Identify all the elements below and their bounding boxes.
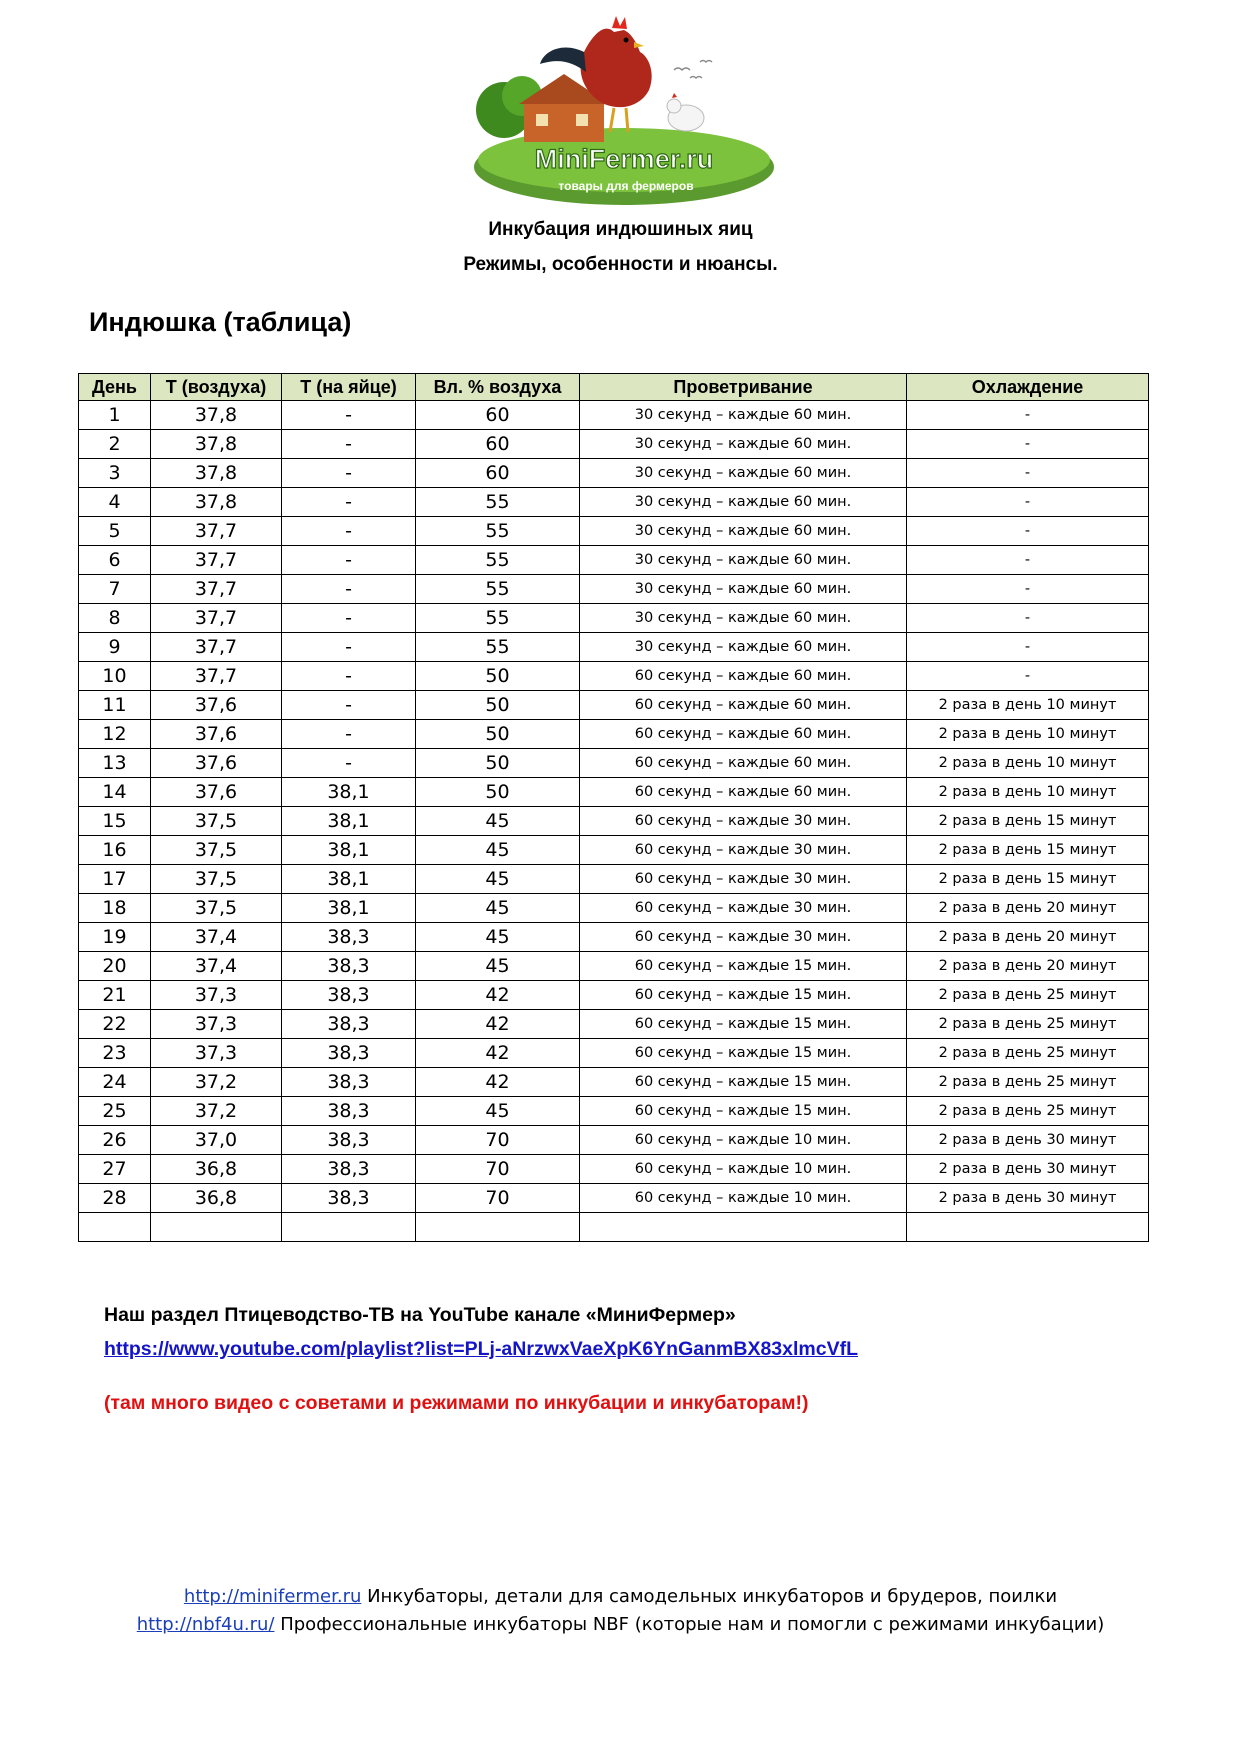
cell-ventilation: 60 секунд – каждые 15 мин. (580, 1039, 907, 1068)
minifermer-link[interactable]: http://minifermer.ru (183, 1586, 362, 1607)
cell-egg-temp: 38,3 (282, 1068, 416, 1097)
table-row (79, 517, 1149, 546)
footer-line-2 (0, 1614, 1241, 1635)
cell-ventilation: 60 секунд – каждые 15 мин. (580, 1097, 907, 1126)
cell-cooling (907, 1213, 1149, 1242)
cell-air-temp: 37,3 (151, 981, 282, 1010)
cell-egg-temp: - (282, 459, 416, 488)
cell-humidity: 42 (416, 1010, 580, 1039)
cell-egg-temp: 38,3 (282, 1155, 416, 1184)
cell-ventilation: 30 секунд – каждые 60 мин. (580, 459, 907, 488)
table-row (79, 662, 1149, 691)
cell-humidity: 55 (416, 517, 580, 546)
cell-ventilation: 60 секунд – каждые 60 мин. (580, 662, 907, 691)
cell-cooling: 2 раза в день 25 минут (907, 981, 1149, 1010)
cell-day: 9 (79, 633, 151, 662)
cell-ventilation: 30 секунд – каждые 60 мин. (580, 517, 907, 546)
cell-air-temp: 37,6 (151, 778, 282, 807)
cell-humidity: 55 (416, 575, 580, 604)
cell-day: 2 (79, 430, 151, 459)
cell-cooling: - (907, 459, 1149, 488)
table-row (79, 865, 1149, 894)
cell-ventilation: 30 секунд – каждые 60 мин. (580, 604, 907, 633)
cell-air-temp: 37,8 (151, 401, 282, 430)
incubation-table (78, 373, 1149, 1242)
cell-humidity: 45 (416, 952, 580, 981)
cell-ventilation: 60 секунд – каждые 10 мин. (580, 1155, 907, 1184)
cell-cooling: - (907, 575, 1149, 604)
cell-egg-temp: 38,3 (282, 1097, 416, 1126)
cell-ventilation: 60 секунд – каждые 60 мин. (580, 691, 907, 720)
table-row (79, 836, 1149, 865)
cell-ventilation: 60 секунд – каждые 60 мин. (580, 778, 907, 807)
cell-ventilation: 60 секунд – каждые 30 мин. (580, 894, 907, 923)
cell-egg-temp: 38,1 (282, 894, 416, 923)
cell-cooling: 2 раза в день 25 минут (907, 1010, 1149, 1039)
cell-cooling: 2 раза в день 15 минут (907, 807, 1149, 836)
table-row (79, 1068, 1149, 1097)
cell-cooling: 2 раза в день 30 минут (907, 1155, 1149, 1184)
cell-day: 7 (79, 575, 151, 604)
cell-air-temp: 37,8 (151, 488, 282, 517)
table-row (79, 488, 1149, 517)
cell-egg-temp: - (282, 575, 416, 604)
hen-icon (667, 93, 704, 131)
table-row (79, 749, 1149, 778)
table-row (79, 691, 1149, 720)
cell-cooling: 2 раза в день 25 минут (907, 1039, 1149, 1068)
cell-day: 3 (79, 459, 151, 488)
cell-air-temp: 37,5 (151, 865, 282, 894)
cell-egg-temp: - (282, 691, 416, 720)
table-header-row (79, 374, 1149, 401)
column-header-air-temp: Т (воздуха) (151, 374, 282, 401)
youtube-playlist-link[interactable]: https://www.youtube.com/playlist?list=PLj-aNrzwxVaeXpK6YnGanmBX83xlmcVfL (104, 1338, 858, 1360)
cell-air-temp: 37,6 (151, 720, 282, 749)
cell-humidity: 55 (416, 633, 580, 662)
cell-air-temp: 37,2 (151, 1097, 282, 1126)
cell-egg-temp: 38,3 (282, 923, 416, 952)
table-row (79, 1039, 1149, 1068)
cell-air-temp: 37,7 (151, 517, 282, 546)
cell-ventilation: 60 секунд – каждые 15 мин. (580, 1010, 907, 1039)
cell-day: 6 (79, 546, 151, 575)
cell-egg-temp: - (282, 517, 416, 546)
column-header-cooling: Охлаждение (907, 374, 1149, 401)
cell-ventilation: 30 секунд – каждые 60 мин. (580, 401, 907, 430)
cell-air-temp: 36,8 (151, 1184, 282, 1213)
cell-ventilation: 60 секунд – каждые 10 мин. (580, 1126, 907, 1155)
logo-tagline-text: товары для фермеров (558, 179, 694, 193)
minifermer-logo (464, 12, 794, 222)
cell-humidity: 50 (416, 749, 580, 778)
cell-ventilation: 60 секунд – каждые 10 мин. (580, 1184, 907, 1213)
cell-day: 11 (79, 691, 151, 720)
table-body (79, 401, 1149, 1242)
logo-graphic (464, 12, 794, 222)
cell-ventilation: 30 секунд – каждые 60 мин. (580, 633, 907, 662)
table-row (79, 923, 1149, 952)
table-row (79, 894, 1149, 923)
cell-day: 17 (79, 865, 151, 894)
column-header-day: День (79, 374, 151, 401)
table-row (79, 778, 1149, 807)
table-row (79, 720, 1149, 749)
cell-egg-temp: - (282, 546, 416, 575)
cell-ventilation: 60 секунд – каждые 15 мин. (580, 1068, 907, 1097)
cell-air-temp: 36,8 (151, 1155, 282, 1184)
cell-air-temp: 37,5 (151, 807, 282, 836)
cell-egg-temp: - (282, 401, 416, 430)
cell-ventilation: 60 секунд – каждые 15 мин. (580, 981, 907, 1010)
cell-ventilation: 60 секунд – каждые 30 мин. (580, 807, 907, 836)
table-row (79, 546, 1149, 575)
table-row (79, 807, 1149, 836)
column-header-egg-temp: Т (на яйце) (282, 374, 416, 401)
cell-day: 27 (79, 1155, 151, 1184)
cell-egg-temp: - (282, 749, 416, 778)
cell-day: 18 (79, 894, 151, 923)
cell-cooling: 2 раза в день 25 минут (907, 1068, 1149, 1097)
cell-cooling: 2 раза в день 30 минут (907, 1126, 1149, 1155)
cell-humidity: 70 (416, 1155, 580, 1184)
cell-humidity: 45 (416, 923, 580, 952)
cell-air-temp (151, 1213, 282, 1242)
cell-ventilation: 60 секунд – каждые 30 мин. (580, 923, 907, 952)
cell-humidity: 60 (416, 401, 580, 430)
cell-humidity: 55 (416, 604, 580, 633)
cell-egg-temp: 38,1 (282, 836, 416, 865)
cell-cooling: 2 раза в день 10 минут (907, 720, 1149, 749)
column-header-humidity: Вл. % воздуха (416, 374, 580, 401)
cell-cooling: 2 раза в день 10 минут (907, 749, 1149, 778)
cell-day: 24 (79, 1068, 151, 1097)
cell-day: 4 (79, 488, 151, 517)
cell-air-temp: 37,4 (151, 923, 282, 952)
cell-humidity: 45 (416, 894, 580, 923)
cell-egg-temp (282, 1213, 416, 1242)
cell-day: 19 (79, 923, 151, 952)
cell-air-temp: 37,8 (151, 430, 282, 459)
cell-humidity: 70 (416, 1184, 580, 1213)
cell-humidity: 60 (416, 430, 580, 459)
cell-air-temp: 37,2 (151, 1068, 282, 1097)
cell-day: 20 (79, 952, 151, 981)
cell-ventilation: 60 секунд – каждые 15 мин. (580, 952, 907, 981)
cell-cooling: 2 раза в день 10 минут (907, 778, 1149, 807)
cell-cooling: 2 раза в день 15 минут (907, 865, 1149, 894)
cell-egg-temp: 38,1 (282, 865, 416, 894)
youtube-label: Наш раздел Птицеводство-ТВ на YouTube канале «МиниФермер» (104, 1304, 736, 1326)
cell-cooling: 2 раза в день 15 минут (907, 836, 1149, 865)
cell-day: 21 (79, 981, 151, 1010)
cell-ventilation: 60 секунд – каждые 60 мин. (580, 720, 907, 749)
cell-ventilation: 60 секунд – каждые 60 мин. (580, 749, 907, 778)
cell-air-temp: 37,7 (151, 575, 282, 604)
youtube-note: (там много видео с советами и режимами по инкубации и инкубаторам!) (104, 1392, 809, 1414)
column-header-ventilation: Проветривание (580, 374, 907, 401)
cell-air-temp: 37,7 (151, 604, 282, 633)
cell-cooling: - (907, 604, 1149, 633)
cell-ventilation: 60 секунд – каждые 30 мин. (580, 865, 907, 894)
cell-egg-temp: 38,3 (282, 1039, 416, 1068)
cell-egg-temp: 38,3 (282, 981, 416, 1010)
cell-humidity: 50 (416, 778, 580, 807)
table-row (79, 1126, 1149, 1155)
cell-humidity: 45 (416, 865, 580, 894)
cell-humidity: 42 (416, 1068, 580, 1097)
cell-air-temp: 37,6 (151, 691, 282, 720)
cell-egg-temp: - (282, 720, 416, 749)
section-heading: Индюшка (таблица) (89, 307, 352, 337)
footer-line-1 (0, 1586, 1241, 1607)
table-row (79, 1213, 1149, 1242)
cell-air-temp: 37,3 (151, 1010, 282, 1039)
cell-day (79, 1213, 151, 1242)
cell-air-temp: 37,8 (151, 459, 282, 488)
cell-humidity: 45 (416, 807, 580, 836)
cell-humidity (416, 1213, 580, 1242)
cell-cooling: 2 раза в день 25 минут (907, 1097, 1149, 1126)
cell-egg-temp: - (282, 430, 416, 459)
cell-day: 16 (79, 836, 151, 865)
cell-humidity: 50 (416, 720, 580, 749)
cell-day: 1 (79, 401, 151, 430)
cell-day: 28 (79, 1184, 151, 1213)
cell-cooling: - (907, 546, 1149, 575)
cell-ventilation: 60 секунд – каждые 30 мин. (580, 836, 907, 865)
cell-cooling: 2 раза в день 20 минут (907, 894, 1149, 923)
cell-air-temp: 37,3 (151, 1039, 282, 1068)
cell-cooling: 2 раза в день 20 минут (907, 923, 1149, 952)
table-row (79, 401, 1149, 430)
table-row (79, 430, 1149, 459)
table-row (79, 1097, 1149, 1126)
cell-day: 23 (79, 1039, 151, 1068)
table-row (79, 604, 1149, 633)
cell-day: 15 (79, 807, 151, 836)
cell-humidity: 55 (416, 488, 580, 517)
cell-humidity: 70 (416, 1126, 580, 1155)
cell-cooling: 2 раза в день 20 минут (907, 952, 1149, 981)
table-row (79, 633, 1149, 662)
cell-air-temp: 37,7 (151, 662, 282, 691)
cell-ventilation (580, 1213, 907, 1242)
cell-humidity: 50 (416, 691, 580, 720)
cell-cooling: - (907, 662, 1149, 691)
cell-day: 5 (79, 517, 151, 546)
cell-egg-temp: 38,3 (282, 952, 416, 981)
cell-humidity: 45 (416, 1097, 580, 1126)
table-row (79, 1184, 1149, 1213)
cell-humidity: 42 (416, 981, 580, 1010)
cell-day: 8 (79, 604, 151, 633)
cell-cooling: 2 раза в день 30 минут (907, 1184, 1149, 1213)
cell-egg-temp: 38,3 (282, 1126, 416, 1155)
cell-air-temp: 37,7 (151, 546, 282, 575)
cell-air-temp: 37,7 (151, 633, 282, 662)
cell-ventilation: 30 секунд – каждые 60 мин. (580, 488, 907, 517)
table-row (79, 981, 1149, 1010)
cell-day: 26 (79, 1126, 151, 1155)
cell-egg-temp: - (282, 488, 416, 517)
document-title: Инкубация индюшиных яиц (488, 219, 753, 240)
cell-egg-temp: 38,3 (282, 1184, 416, 1213)
cell-air-temp: 37,6 (151, 749, 282, 778)
bird-icon (674, 68, 690, 70)
cell-ventilation: 30 секунд – каждые 60 мин. (580, 430, 907, 459)
cell-humidity: 50 (416, 662, 580, 691)
footer-text-1: Инкубаторы, детали для самодельных инкубаторов и брудеров, поилки (361, 1586, 1058, 1607)
cell-day: 25 (79, 1097, 151, 1126)
table-row (79, 459, 1149, 488)
cell-air-temp: 37,0 (151, 1126, 282, 1155)
cell-egg-temp: 38,1 (282, 778, 416, 807)
cell-cooling: - (907, 488, 1149, 517)
cell-air-temp: 37,5 (151, 836, 282, 865)
cell-egg-temp: 38,1 (282, 807, 416, 836)
cell-day: 22 (79, 1010, 151, 1039)
cell-air-temp: 37,4 (151, 952, 282, 981)
cell-cooling: 2 раза в день 10 минут (907, 691, 1149, 720)
table-row (79, 952, 1149, 981)
cell-cooling: - (907, 517, 1149, 546)
cell-day: 10 (79, 662, 151, 691)
cell-humidity: 42 (416, 1039, 580, 1068)
nbf4u-link[interactable]: http://nbf4u.ru/ (136, 1614, 275, 1635)
cell-egg-temp: - (282, 633, 416, 662)
cell-ventilation: 30 секунд – каждые 60 мин. (580, 575, 907, 604)
cell-day: 14 (79, 778, 151, 807)
cell-day: 12 (79, 720, 151, 749)
cell-cooling: - (907, 401, 1149, 430)
cell-cooling: - (907, 633, 1149, 662)
cell-humidity: 60 (416, 459, 580, 488)
cell-ventilation: 30 секунд – каждые 60 мин. (580, 546, 907, 575)
cell-egg-temp: 38,3 (282, 1010, 416, 1039)
cell-air-temp: 37,5 (151, 894, 282, 923)
table-row (79, 1155, 1149, 1184)
footer-text-2: Профессиональные инкубаторы NBF (которые нам и помогли с режимами инкубации) (274, 1614, 1105, 1635)
cell-egg-temp: - (282, 604, 416, 633)
logo-brand-text: MiniFermer.ru (534, 144, 714, 174)
table-row (79, 575, 1149, 604)
cell-humidity: 55 (416, 546, 580, 575)
cell-egg-temp: - (282, 662, 416, 691)
cell-humidity: 45 (416, 836, 580, 865)
table-row (79, 1010, 1149, 1039)
document-subtitle: Режимы, особенности и нюансы. (463, 254, 778, 275)
cell-day: 13 (79, 749, 151, 778)
cell-cooling: - (907, 430, 1149, 459)
